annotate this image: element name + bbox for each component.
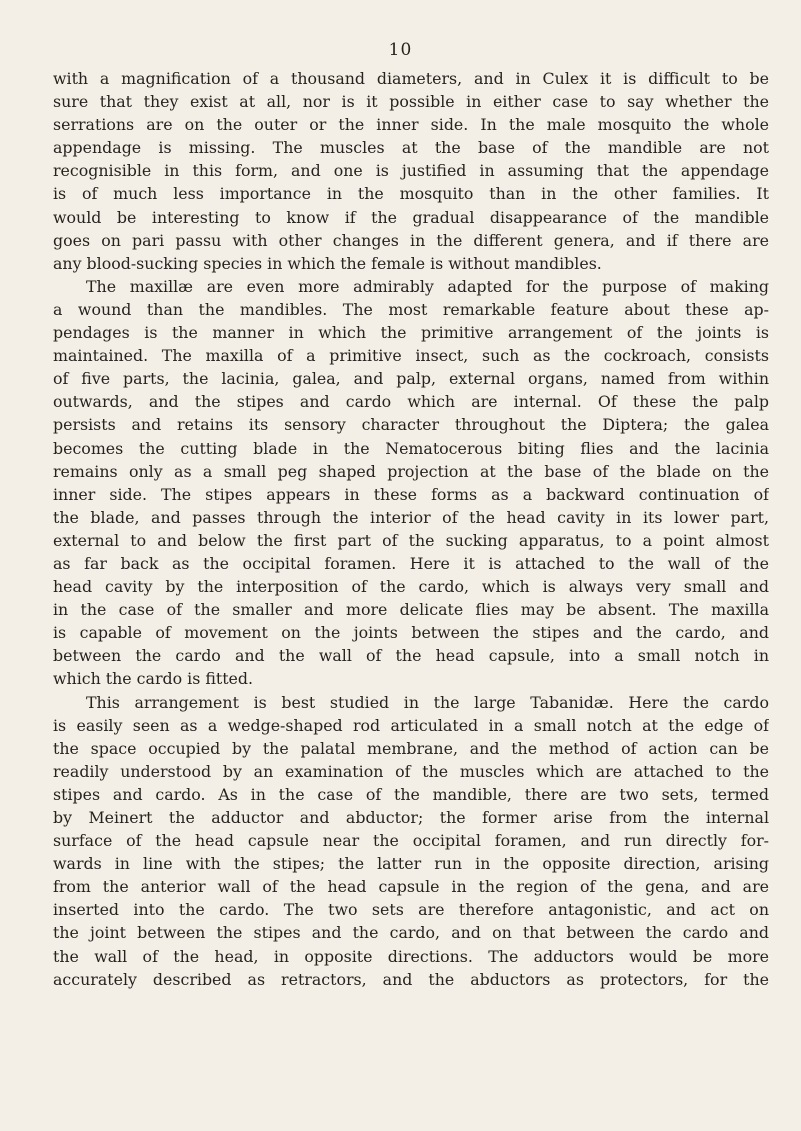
text-line: maintained. The maxilla of a primitive insect, such as the cockroach, consists — [53, 346, 769, 366]
text-line: is capable of movement on the joints between the stipes and the cardo, and — [53, 623, 769, 643]
text-line: persists and retains its sensory character throughout the Diptera; the galea — [53, 415, 769, 435]
text-line: outwards, and the stipes and cardo which are internal. Of these the palp — [53, 392, 769, 412]
text-line: external to and below the first part of the sucking apparatus, to a point almost — [53, 530, 769, 550]
text-line: serrations are on the outer or the inner side. In the male mosquito the whole — [53, 115, 769, 135]
text-line: sure that they exist at all, nor is it possible in either case to say whether the — [53, 92, 769, 112]
text-line: any blood-sucking species in which the female is without mandibles. — [53, 253, 602, 273]
text-line: which the cardo is fitted. — [53, 669, 254, 689]
text-line: The maxillæ are even more admirably adapted for the purpose of making — [86, 276, 769, 296]
text-line: from the anterior wall of the head capsule in the region of the gena, and are — [53, 877, 769, 897]
text-line: would be interesting to know if the gradual disappearance of the mandible — [53, 207, 769, 227]
text-line: by Meinert the adductor and abductor; the former arise from the internal — [53, 808, 769, 827]
text-line: the joint between the stipes and the cardo, and on that between the cardo and — [53, 923, 769, 943]
page-number: 10 — [388, 40, 413, 60]
text-line: with a magnification of a thousand diameters, and in Culex it is difficult to be — [53, 69, 769, 88]
text-line: a wound than the mandibles. The most remarkable feature about these ap- — [53, 299, 769, 319]
text-line: inner side. The stipes appears in these forms as a backward continuation of — [53, 484, 769, 504]
text-line: between the cardo and the wall of the head capsule, into a small notch in — [53, 646, 769, 666]
text-line: is easily seen as a wedge-shaped rod articulated in a small notch at the edge of — [53, 715, 769, 735]
text-line: of five parts, the lacinia, galea, and palp, external organs, named from within — [53, 369, 769, 389]
text-line: the wall of the head, in opposite directions. The adductors would be more — [53, 946, 769, 966]
text-line: wards in line with the stipes; the latter run in the opposite direction, arising — [53, 854, 769, 874]
text-line: remains only as a small peg shaped projection at the base of the blade on the — [53, 461, 769, 481]
text-line: inserted into the cardo. The two sets are therefore antagonistic, and act on — [53, 900, 769, 920]
text-line: the space occupied by the palatal membrane, and the method of action can be — [53, 738, 769, 758]
text-line: becomes the cutting blade in the Nematocerous biting flies and the lacinia — [53, 438, 769, 458]
text-line: the blade, and passes through the interior of the head cavity in its lower part, — [53, 507, 769, 527]
text-line: readily understood by an examination of the muscles which are attached to the — [53, 761, 769, 781]
text-line: as far back as the occipital foramen. Here it is attached to the wall of the — [53, 553, 769, 573]
text-line: head cavity by the interposition of the cardo, which is always very small and — [53, 577, 769, 597]
text-line: is of much less importance in the mosquito than in the other families. It — [53, 184, 769, 204]
text-line: recognisible in this form, and one is justified in assuming that the appendage — [53, 161, 769, 181]
text-line: appendage is missing. The muscles at the base of the mandible are not — [53, 138, 769, 158]
text-line: accurately described as retractors, and the abductors as protectors, for the — [53, 969, 769, 989]
text-line: in the case of the smaller and more delicate flies may be absent. The maxilla — [53, 600, 769, 620]
body-text — [53, 67, 769, 991]
text-line: goes on pari passu with other changes in the different genera, and if there are — [53, 230, 769, 250]
text-line: surface of the head capsule near the occipital foramen, and run directly for- — [53, 831, 769, 851]
text-line: This arrangement is best studied in the large Tabanidæ. Here the cardo — [86, 692, 769, 712]
text-line: pendages is the manner in which the primitive arrangement of the joints is — [53, 323, 769, 343]
text-line: stipes and cardo. As in the case of the mandible, there are two sets, termed — [53, 784, 769, 804]
